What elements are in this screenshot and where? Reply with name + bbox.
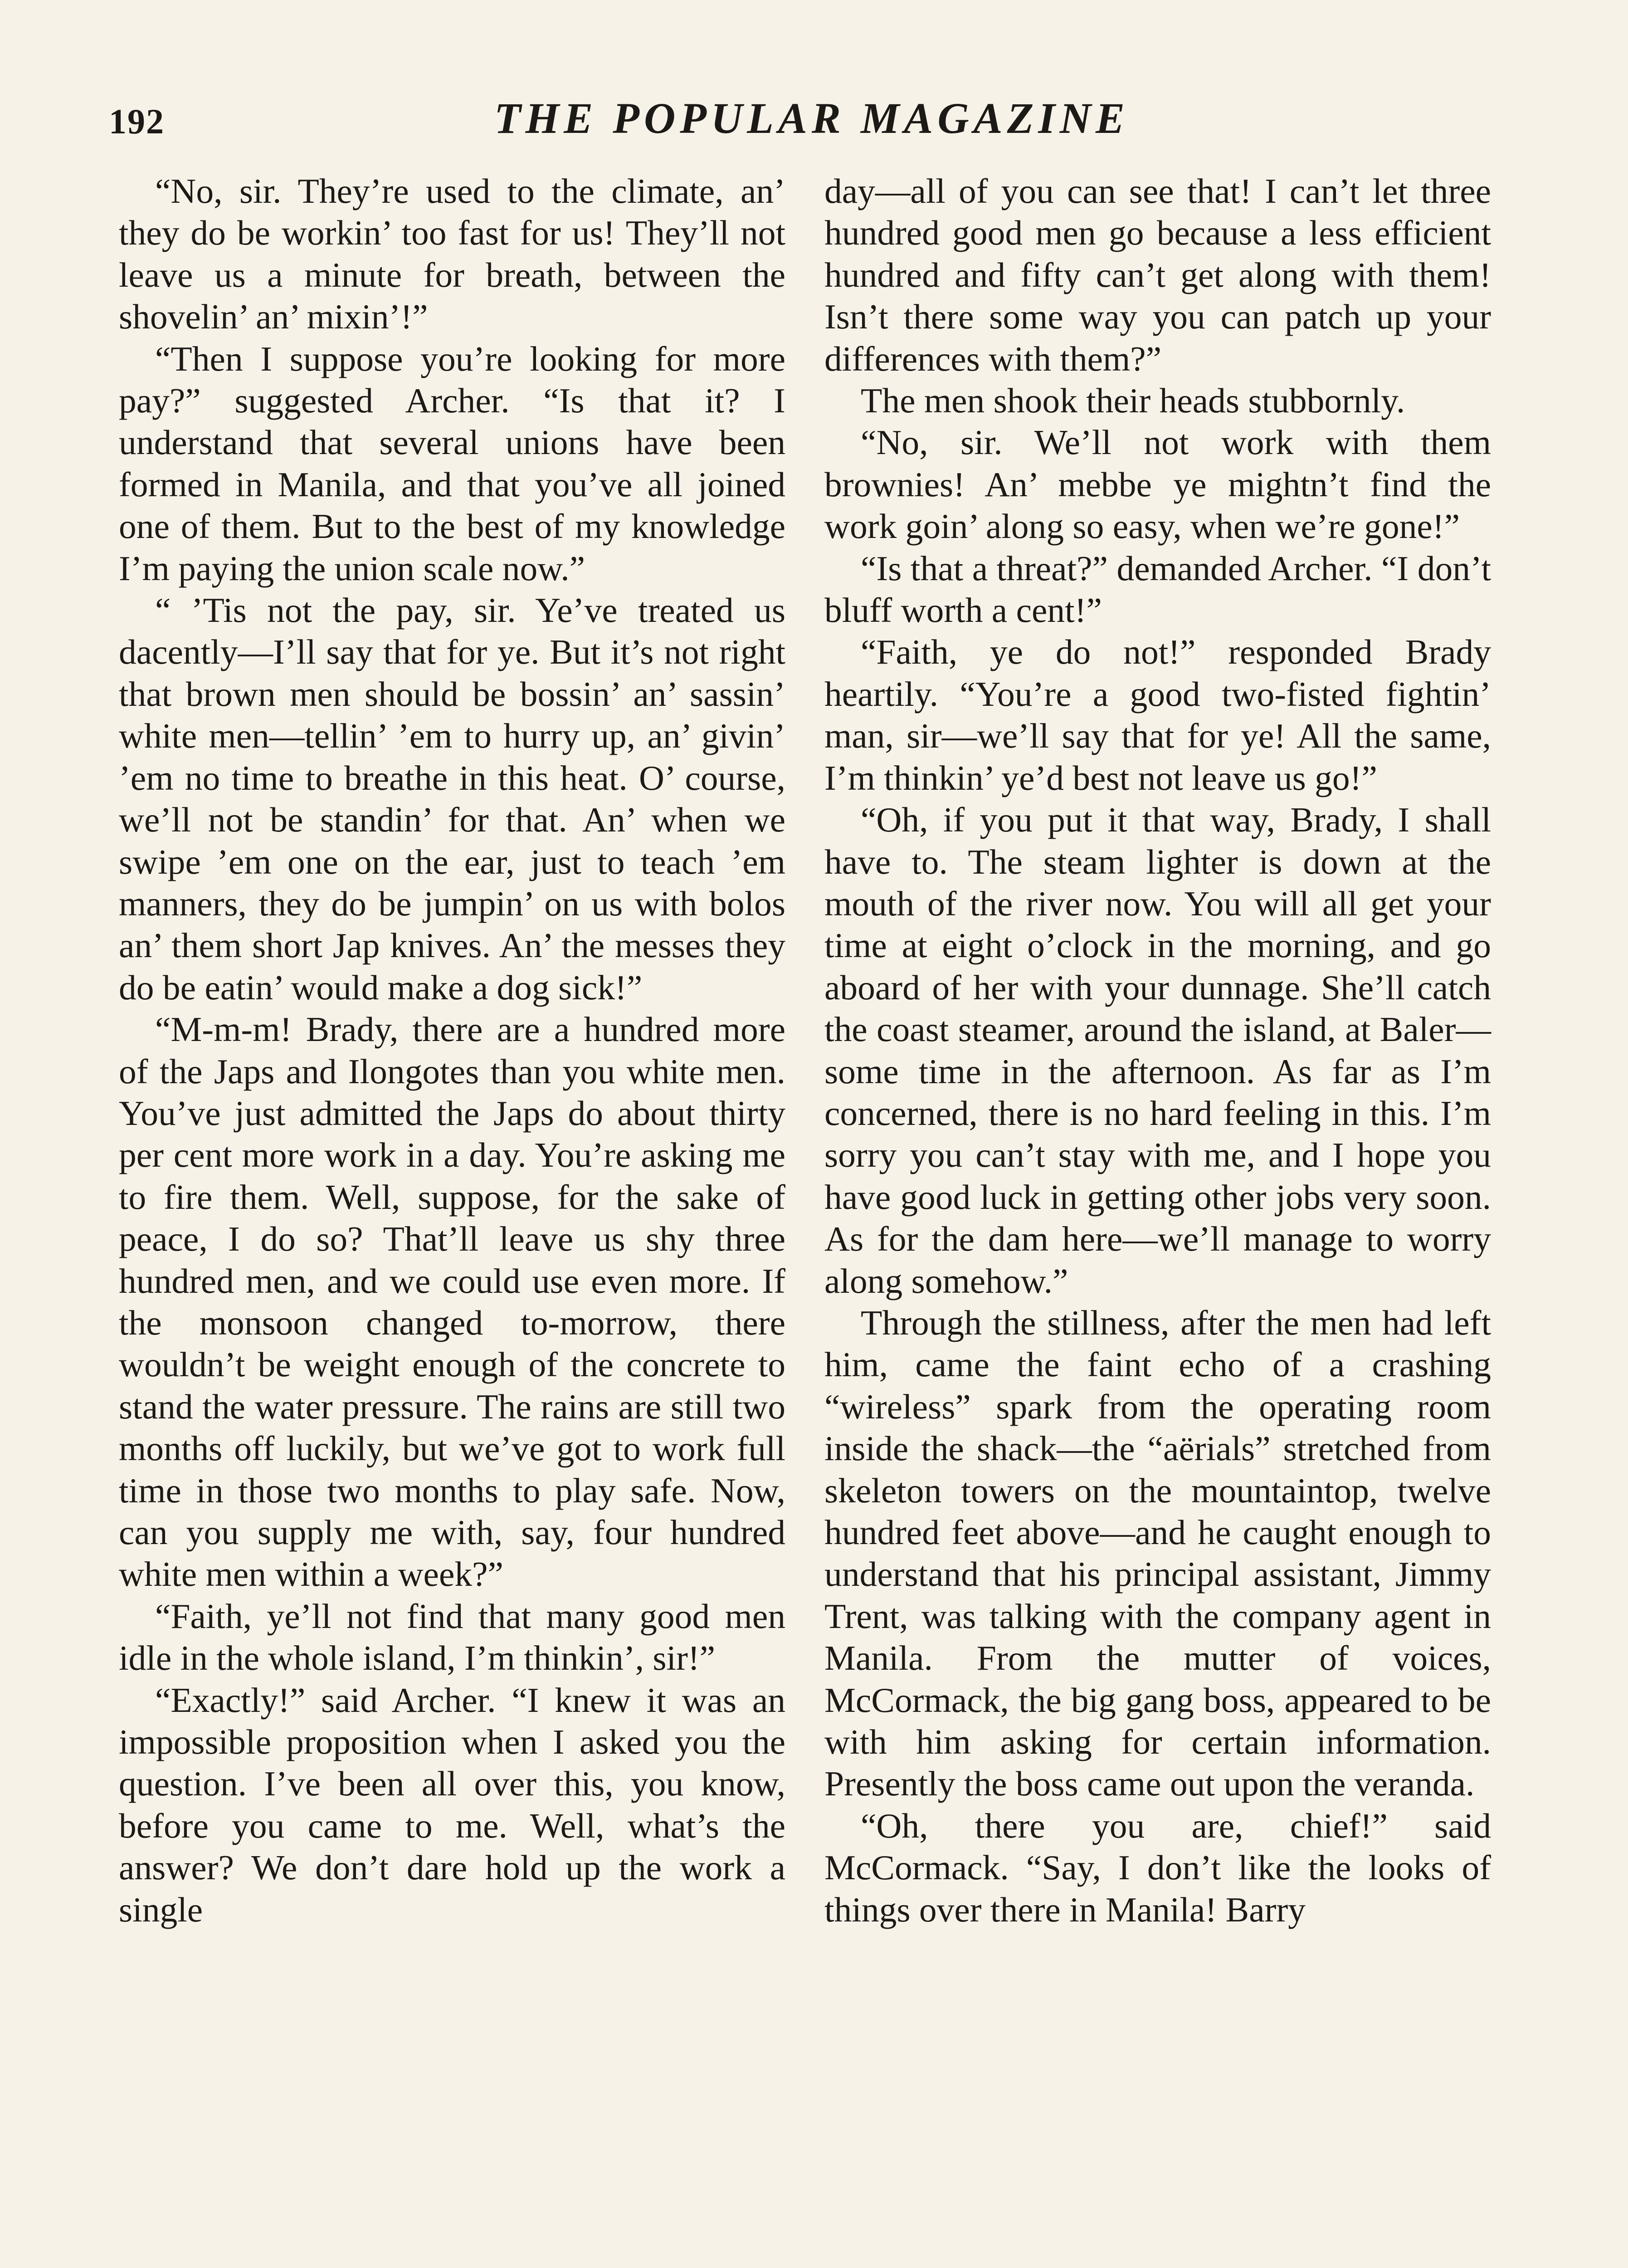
paragraph: The men shook their heads stubbornly. [861, 381, 1405, 420]
text-column-left [119, 170, 785, 1931]
paragraph: “Then I suppose you’re looking for more pay?” suggested Archer. “Is that it? I understand that several unions have been formed in Manila, and that you’ve all joined one of them. But to the best of my knowledge I’m paying the union scale now.” [119, 339, 785, 588]
page-header [109, 93, 1515, 152]
paragraph: “Faith, ye do not!” responded Brady heartily. “You’re a good two-fisted fightin’ man, sir—we’ll say that for ye! All the same, I’m thinkin’ ye’d best not leave us go!” [824, 632, 1491, 797]
paragraph: “M-m-m! Brady, there are a hundred more of the Japs and Ilongotes than you white men. You’ve just admitted the Japs do about thirty per cent more work in a day. You’re asking me to fire them. Well, suppose, for the sake of peace, I do so? That’ll leave us shy three hundred men, and we could use even more. If the monsoon changed to-morrow, there wouldn’t be weight enough of the concrete to stand the water pressure. The rains are still two months off luckily, but we’ve got to work full time in those two months to play safe. Now, can you supply me with, say, four hundred white men within a week?” [119, 1010, 785, 1594]
paragraph-continued: day—all of you can see that! I can’t let three hundred good men go because a less efficient hundred and fifty can’t get along with them! Isn’t there some way you can patch up your differences with them?” [824, 171, 1491, 378]
paragraph: “Faith, ye’ll not find that many good men idle in the whole island, I’m thinkin’, sir!” [119, 1596, 785, 1678]
running-title: THE POPULAR MAGAZINE [494, 94, 1130, 142]
paragraph: “Oh, if you put it that way, Brady, I shall have to. The steam lighter is down at the mouth of the river now. You will all get your time at eight o’clock in the morning, and go aboard of her with your dunnage. She’ll catch the coast steamer, around the island, at Baler—some time in the afternoon. As far as I’m concerned, there is no hard feeling in this. I’m sorry you can’t stay with me, and I hope you have good luck in getting other jobs very soon. As for the dam here—we’ll manage to worry along somehow.” [824, 800, 1491, 1300]
text-column-right [824, 170, 1491, 1931]
paragraph: “No, sir. We’ll not work with them brownies! An’ mebbe ye mightn’t find the work goin’ along so easy, when we’re gone!” [824, 423, 1491, 546]
paragraph: “Exactly!” said Archer. “I knew it was an impossible proposition when I asked you the question. I’ve been all over this, you know, before you came to me. Well, what’s the answer? We don’t dare hold up the work a single [119, 1680, 785, 1929]
page-number: 192 [109, 102, 165, 141]
paragraph: “Oh, there you are, chief!” said McCormack. “Say, I don’t like the looks of things over there in Manila! Barry [824, 1806, 1491, 1929]
paragraph: “Is that a threat?” demanded Archer. “I don’t bluff worth a cent!” [824, 548, 1491, 630]
paragraph: “No, sir. They’re used to the climate, an’ they do be workin’ too fast for us! They’ll not leave us a minute for breath, between the shovelin’ an’ mixin’!” [119, 171, 785, 337]
paragraph: Through the stillness, after the men had left him, came the faint echo of a crashing “wireless” spark from the operating room inside the shack—the “aërials” stretched from skeleton towers on the mountaintop, twelve hundred feet above—and he caught enough to understand that his principal assistant, Jimmy Trent, was talking with the company agent in Manila. From the mutter of voices, McCormack, the big gang boss, appeared to be with him asking for certain information. Presently the boss came out upon the veranda. [824, 1303, 1491, 1804]
paragraph: “ ’Tis not the pay, sir. Ye’ve treated us dacently—I’ll say that for ye. But it’s not right that brown men should be bossin’ an’ sassin’ white men—tellin’ ’em to hurry up, an’ givin’ ’em no time to breathe in this heat. O’ course, we’ll not be standin’ for that. An’ when we swipe ’em one on the ear, just to teach ’em manners, they do be jumpin’ on us with bolos an’ them short Jap knives. An’ the messes they do be eatin’ would make a dog sick!” [119, 591, 785, 1007]
